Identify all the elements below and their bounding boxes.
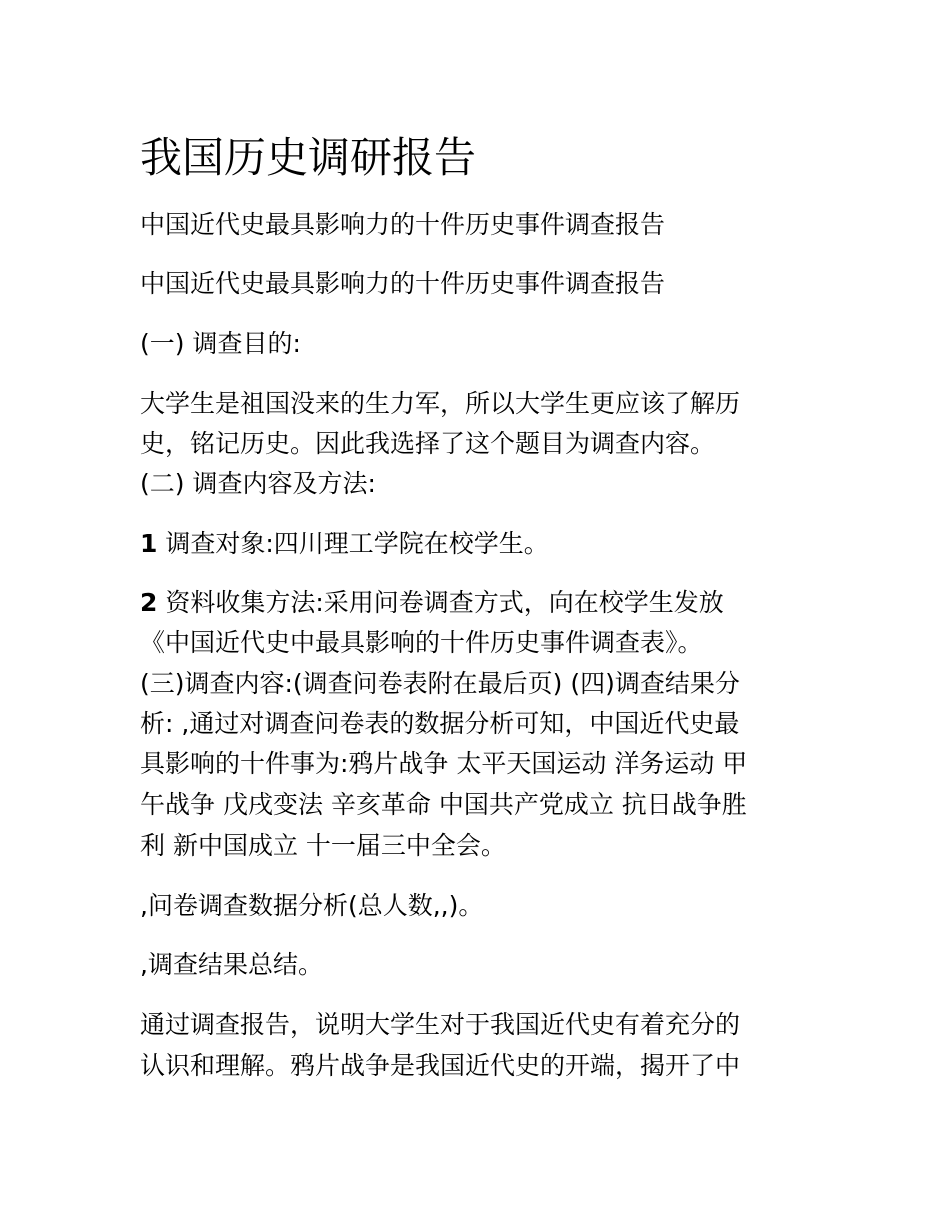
item-2	[140, 582, 724, 623]
item-2-text-line-2: 《中国近代史中最具影响的十件历史事件调查表》。	[140, 628, 703, 657]
conclusion-line-1: 通过调查报告，说明大学生对于我国近代史有着充分的	[140, 1010, 741, 1039]
section-3-line-3: 具影响的十件事为:鸦片战争 太平天国运动 洋务运动 甲	[140, 749, 748, 778]
subtitle-line-1: 中国近代史最具影响力的十件历史事件调查报告	[140, 210, 666, 239]
purpose-line-2: 史，铭记历史。因此我选择了这个题目为调查内容。	[140, 429, 716, 458]
document-title: 我国历史调研报告	[140, 133, 477, 182]
section-2-heading: (二) 调查内容及方法:	[140, 469, 376, 498]
section-3-line-1: (三)调查内容:(调查问卷表附在最后页) (四)调查结果分	[140, 669, 740, 698]
item-1	[140, 523, 549, 564]
data-analysis-line: ,问卷调查数据分析(总人数,,)。	[140, 891, 484, 920]
section-3-line-4: 午战争 戊戌变法 辛亥革命 中国共产党成立 抗日战争胜	[140, 790, 747, 819]
summary-heading: ,调查结果总结。	[140, 950, 323, 979]
conclusion-line-2: 认识和理解。鸦片战争是我国近代史的开端，揭开了中	[140, 1051, 741, 1080]
item-1-number: 1	[140, 529, 158, 558]
item-1-text: 调查对象:四川理工学院在校学生。	[157, 529, 549, 558]
subtitle-line-2: 中国近代史最具影响力的十件历史事件调查报告	[140, 269, 666, 298]
section-1-heading: (一) 调查目的:	[140, 329, 301, 358]
section-3-line-2: 析: ,通过对调查问卷表的数据分析可知，中国近代史最	[140, 709, 740, 738]
item-2-text-line-1: 资料收集方法:采用问卷调查方式，向在校学生发放	[157, 588, 724, 617]
section-3-line-5: 利 新中国成立 十一届三中全会。	[140, 831, 506, 860]
purpose-line-1: 大学生是祖国没来的生力军，所以大学生更应该了解历	[140, 389, 741, 418]
item-2-number: 2	[140, 588, 158, 617]
